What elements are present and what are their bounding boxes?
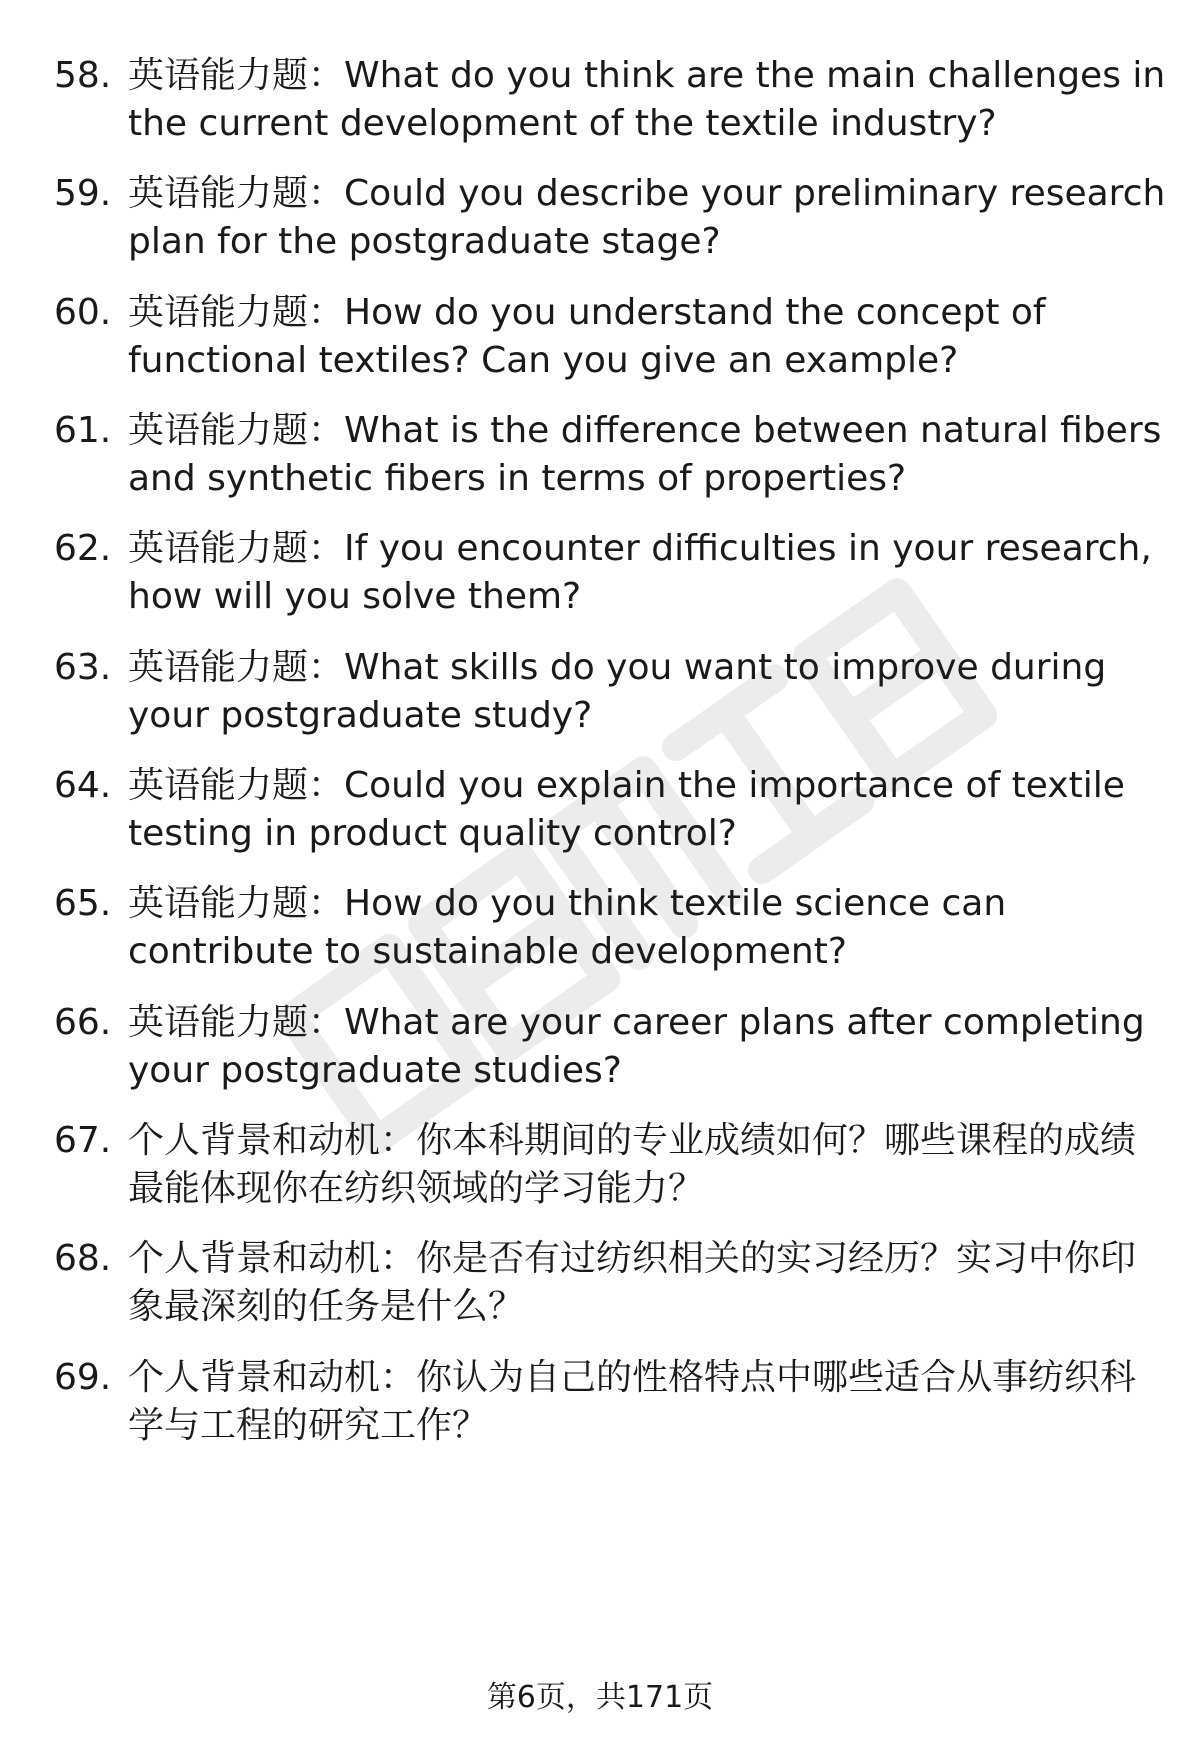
question-line: 学与工程的研究工作？ <box>128 1405 489 1446</box>
question-text <box>128 289 1148 385</box>
question-line: 英语能力题：How do you think textile science can <box>128 883 1007 924</box>
question-text <box>128 1117 1148 1213</box>
question-number: 64. <box>54 765 112 806</box>
question-line: your postgraduate study? <box>128 695 593 736</box>
question-line: 英语能力题：What is the difference between natural fibers <box>128 410 1162 451</box>
question-line: and synthetic fibers in terms of properties? <box>128 458 907 499</box>
question-line: 英语能力题：Could you explain the importance of textile <box>128 765 1125 806</box>
question-number: 69. <box>54 1357 112 1398</box>
question-text <box>128 1235 1148 1331</box>
question-text <box>128 999 1148 1095</box>
question-line: 个人背景和动机：你认为自己的性格特点中哪些适合从事纺织科 <box>128 1357 1137 1398</box>
question-line: 最能体现你在纺织领域的学习能力？ <box>128 1168 705 1209</box>
question-line: plan for the postgraduate stage? <box>128 221 721 262</box>
question-text <box>128 880 1148 976</box>
question-number: 58. <box>54 55 112 96</box>
question-number: 68. <box>54 1238 112 1279</box>
question-number: 59. <box>54 173 112 214</box>
question-line: 英语能力题：What skills do you want to improve during <box>128 647 1107 688</box>
question-text <box>128 1354 1148 1450</box>
question-text <box>128 644 1148 740</box>
question-line: your postgraduate studies? <box>128 1050 622 1091</box>
question-number: 63. <box>54 647 112 688</box>
question-text <box>128 762 1148 858</box>
question-line: the current development of the textile industry? <box>128 103 997 144</box>
question-line: 英语能力题：Could you describe your preliminary research <box>128 173 1166 214</box>
question-text <box>128 52 1166 148</box>
question-text <box>128 407 1162 503</box>
question-line: testing in product quality control? <box>128 813 737 854</box>
question-line: 英语能力题：If you encounter difficulties in your research, <box>128 528 1152 569</box>
question-number: 60. <box>54 292 112 333</box>
question-number: 62. <box>54 528 112 569</box>
question-line: contribute to sustainable development? <box>128 931 847 972</box>
question-line: 个人背景和动机：你本科期间的专业成绩如何？哪些课程的成绩 <box>128 1120 1137 1161</box>
page-number-footer: 第6页，共171页 <box>486 1680 714 1715</box>
question-line: 个人背景和动机：你是否有过纺织相关的实习经历？实习中你印 <box>128 1238 1137 1279</box>
question-number: 67. <box>54 1120 112 1161</box>
question-line: how will you solve them? <box>128 576 582 617</box>
question-line: 英语能力题：What are your career plans after completing <box>128 1002 1145 1043</box>
question-text <box>128 525 1152 621</box>
question-line: 英语能力题：What do you think are the main challenges in <box>128 55 1166 96</box>
question-number: 61. <box>54 410 112 451</box>
question-text <box>128 170 1166 266</box>
question-line: functional textiles? Can you give an example? <box>128 340 959 381</box>
question-line: 英语能力题：How do you understand the concept of <box>128 292 1046 333</box>
question-number: 65. <box>54 883 112 924</box>
question-number: 66. <box>54 1002 112 1043</box>
question-line: 象最深刻的任务是什么？ <box>128 1286 525 1327</box>
